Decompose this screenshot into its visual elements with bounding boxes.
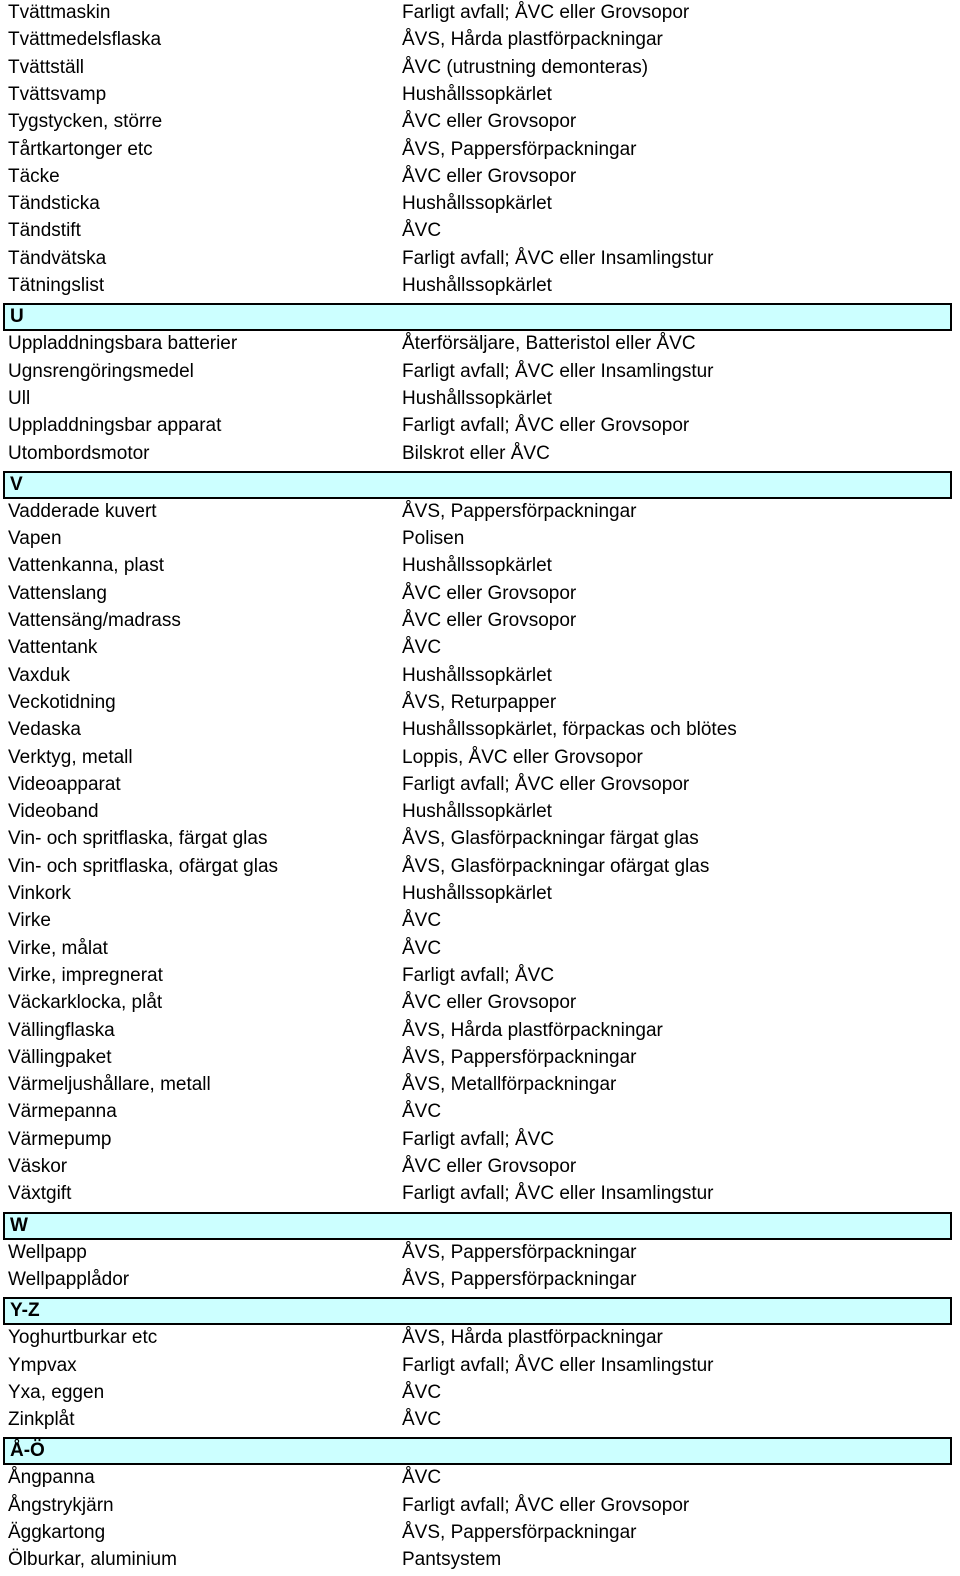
table-row [0, 744, 960, 771]
table-row [0, 935, 960, 962]
table-row [0, 1239, 960, 1266]
disposal-method: Pantsystem [402, 1549, 502, 1571]
item-name: Ull [8, 387, 31, 409]
disposal-method: Farligt avfall; ÅVC [402, 1128, 555, 1150]
item-name: Tårtkartonger etc [8, 138, 153, 160]
disposal-method: Farligt avfall; ÅVC eller Grovsopor [402, 415, 690, 437]
table-row [0, 1519, 960, 1546]
table-row [0, 440, 960, 467]
disposal-method: ÅVC [402, 637, 442, 659]
disposal-method: Hushållssopkärlet [402, 83, 552, 105]
table-row [0, 880, 960, 907]
table-row [0, 634, 960, 661]
section-letter: V [10, 473, 23, 495]
table-row [0, 330, 960, 357]
disposal-method: Hushållssopkärlet [402, 275, 552, 296]
item-name: Tändvätska [8, 247, 107, 269]
item-name: Ugnsrengöringsmedel [8, 360, 194, 382]
disposal-method: Hushållssopkärlet [402, 801, 552, 823]
disposal-method: Hushållssopkärlet [402, 555, 552, 577]
table-row [0, 662, 960, 689]
disposal-method: ÅVS, Hårda plastförpackningar [402, 29, 663, 51]
item-name: Tvättsvamp [8, 83, 107, 105]
table-row [0, 771, 960, 798]
disposal-method: ÅVC [402, 1101, 442, 1123]
item-name: Vadderade kuvert [8, 500, 157, 522]
disposal-method: ÅVS, Returpapper [402, 691, 557, 713]
item-name: Ångpanna [8, 1467, 95, 1489]
disposal-method: ÅVS, Metallförpackningar [402, 1074, 617, 1096]
disposal-method: ÅVC eller Grovsopor [402, 610, 577, 631]
item-name: Vaxduk [8, 664, 70, 686]
table-row [0, 716, 960, 743]
table-row [0, 245, 960, 272]
section-header [3, 1437, 952, 1465]
item-name: Ångstrykjärn [8, 1494, 114, 1516]
item-name: Vattenslang [8, 582, 107, 604]
item-name: Virke, impregnerat [8, 964, 163, 986]
table-row [0, 0, 960, 26]
section-letter: Å-Ö [10, 1440, 45, 1462]
section-header [3, 1212, 952, 1240]
item-name: Tätningslist [8, 275, 105, 296]
disposal-method: ÅVC eller Grovsopor [402, 111, 577, 133]
item-name: Vattentank [8, 637, 98, 659]
table-row [0, 607, 960, 634]
table-row [0, 272, 960, 299]
item-name: Väskor [8, 1156, 68, 1177]
item-name: Väckarklocka, plåt [8, 992, 163, 1014]
disposal-method: Bilskrot eller ÅVC [402, 442, 550, 464]
disposal-method: ÅVC [402, 910, 442, 932]
table-row [0, 798, 960, 825]
item-name: Uppladdningsbara batterier [8, 333, 238, 355]
disposal-method: ÅVC eller Grovsopor [402, 165, 577, 187]
disposal-method: Återförsäljare, Batteristol eller ÅVC [402, 333, 696, 355]
item-name: Veckotidning [8, 691, 116, 713]
table-row [0, 825, 960, 852]
item-name: Virke, målat [8, 937, 108, 959]
item-name: Vattensäng/madrass [8, 610, 181, 631]
disposal-method: ÅVC [402, 1381, 442, 1403]
item-name: Täcke [8, 165, 60, 187]
table-row [0, 1464, 960, 1491]
table-row [0, 1126, 960, 1153]
item-name: Uppladdningsbar apparat [8, 415, 222, 437]
item-name: Tändsticka [8, 193, 100, 215]
item-name: Växtgift [8, 1183, 72, 1205]
disposal-method: Hushållssopkärlet [402, 193, 552, 215]
disposal-method: ÅVC eller Grovsopor [402, 1156, 577, 1177]
table-row [0, 498, 960, 525]
table-row [0, 853, 960, 880]
table-row [0, 54, 960, 81]
table-row [0, 163, 960, 190]
disposal-method: Hushållssopkärlet [402, 883, 552, 904]
disposal-method: ÅVC (utrustning demonteras) [402, 56, 649, 78]
item-name: Vinkork [8, 883, 72, 904]
section-letter: Y-Z [10, 1300, 40, 1322]
table-row [0, 1153, 960, 1180]
disposal-method: Loppis, ÅVC eller Grovsopor [402, 746, 643, 768]
item-name: Tvättmedelsflaska [8, 29, 162, 51]
table-row [0, 552, 960, 579]
disposal-method: Farligt avfall; ÅVC eller Insamlingstur [402, 1354, 714, 1376]
disposal-method: ÅVS, Pappersförpackningar [402, 138, 637, 160]
item-name: Tändstift [8, 220, 81, 242]
item-name: Videoapparat [8, 773, 121, 795]
table-row [0, 108, 960, 135]
disposal-method: Hushållssopkärlet [402, 387, 552, 409]
item-name: Äggkartong [8, 1522, 106, 1543]
disposal-method: Hushållssopkärlet, förpackas och blötes [402, 719, 737, 741]
item-name: Utombordsmotor [8, 442, 150, 464]
disposal-method: ÅVS, Pappersförpackningar [402, 1522, 637, 1543]
disposal-method: ÅVC eller Grovsopor [402, 992, 577, 1014]
table-row [0, 217, 960, 244]
disposal-method: Farligt avfall; ÅVC eller Grovsopor [402, 2, 690, 23]
table-row [0, 385, 960, 412]
disposal-method: ÅVS, Hårda plastförpackningar [402, 1327, 663, 1349]
item-name: Virke [8, 910, 51, 932]
table-row [0, 989, 960, 1016]
table-row [0, 1017, 960, 1044]
item-name: Vapen [8, 528, 62, 550]
item-name: Tvättmaskin [8, 2, 111, 23]
table-row [0, 1352, 960, 1379]
disposal-method: Polisen [402, 528, 465, 550]
item-name: Vällingflaska [8, 1019, 115, 1041]
item-name: Yoghurtburkar etc [8, 1327, 158, 1349]
disposal-method: ÅVC [402, 937, 442, 959]
table-row [0, 1044, 960, 1071]
disposal-method: ÅVC eller Grovsopor [402, 582, 577, 604]
table-row [0, 689, 960, 716]
table-row [0, 1406, 960, 1433]
table-row [0, 1071, 960, 1098]
disposal-method: ÅVS, Pappersförpackningar [402, 500, 637, 522]
table-row [0, 136, 960, 163]
table-row [0, 525, 960, 552]
table-row [0, 1546, 960, 1573]
table-row [0, 907, 960, 934]
item-name: Wellpapp [8, 1241, 87, 1263]
table-row [0, 412, 960, 439]
table-row [0, 1266, 960, 1293]
item-name: Verktyg, metall [8, 746, 133, 768]
disposal-method: ÅVS, Glasförpackningar färgat glas [402, 828, 699, 850]
disposal-method: Farligt avfall; ÅVC [402, 964, 555, 986]
disposal-method: ÅVC [402, 1409, 442, 1431]
section-header [3, 471, 952, 499]
table-row [0, 1098, 960, 1125]
table-row [0, 580, 960, 607]
section-header [3, 1297, 952, 1325]
disposal-method: ÅVS, Pappersförpackningar [402, 1046, 637, 1068]
disposal-method: ÅVC [402, 220, 442, 242]
disposal-method: ÅVS, Glasförpackningar ofärgat glas [402, 855, 710, 877]
item-name: Vin- och spritflaska, färgat glas [8, 828, 268, 850]
table-row [0, 1324, 960, 1351]
section-letter: U [10, 306, 24, 328]
item-name: Värmeljushållare, metall [8, 1074, 211, 1096]
item-name: Tygstycken, större [8, 111, 163, 133]
section-letter: W [10, 1214, 28, 1236]
table-row [0, 26, 960, 53]
disposal-method: ÅVC [402, 1467, 442, 1489]
disposal-method: Farligt avfall; ÅVC eller Grovsopor [402, 1494, 690, 1516]
disposal-method: Farligt avfall; ÅVC eller Grovsopor [402, 773, 690, 795]
disposal-method: Farligt avfall; ÅVC eller Insamlingstur [402, 360, 714, 382]
table-row [0, 1379, 960, 1406]
table-row [0, 358, 960, 385]
table-row [0, 81, 960, 108]
table-row [0, 190, 960, 217]
item-name: Vedaska [8, 719, 81, 741]
item-name: Ölburkar, aluminium [8, 1549, 177, 1571]
item-name: Ympvax [8, 1354, 77, 1376]
item-name: Värmepanna [8, 1101, 117, 1123]
item-name: Videoband [8, 801, 99, 823]
table-row [0, 1180, 960, 1207]
item-name: Zinkplåt [8, 1409, 75, 1431]
disposal-method: ÅVS, Pappersförpackningar [402, 1241, 637, 1263]
table-row [0, 1492, 960, 1519]
item-name: Wellpapplådor [8, 1268, 130, 1290]
item-name: Vällingpaket [8, 1046, 112, 1068]
item-name: Värmepump [8, 1128, 112, 1150]
disposal-method: ÅVS, Pappersförpackningar [402, 1268, 637, 1290]
item-name: Tvättställ [8, 56, 85, 78]
item-name: Vin- och spritflaska, ofärgat glas [8, 855, 279, 877]
disposal-method: ÅVS, Hårda plastförpackningar [402, 1019, 663, 1041]
item-name: Vattenkanna, plast [8, 555, 164, 577]
table-row [0, 962, 960, 989]
section-header [3, 303, 952, 331]
item-name: Yxa, eggen [8, 1381, 105, 1403]
disposal-method: Hushållssopkärlet [402, 664, 552, 686]
disposal-method: Farligt avfall; ÅVC eller Insamlingstur [402, 1183, 714, 1205]
disposal-method: Farligt avfall; ÅVC eller Insamlingstur [402, 247, 714, 269]
